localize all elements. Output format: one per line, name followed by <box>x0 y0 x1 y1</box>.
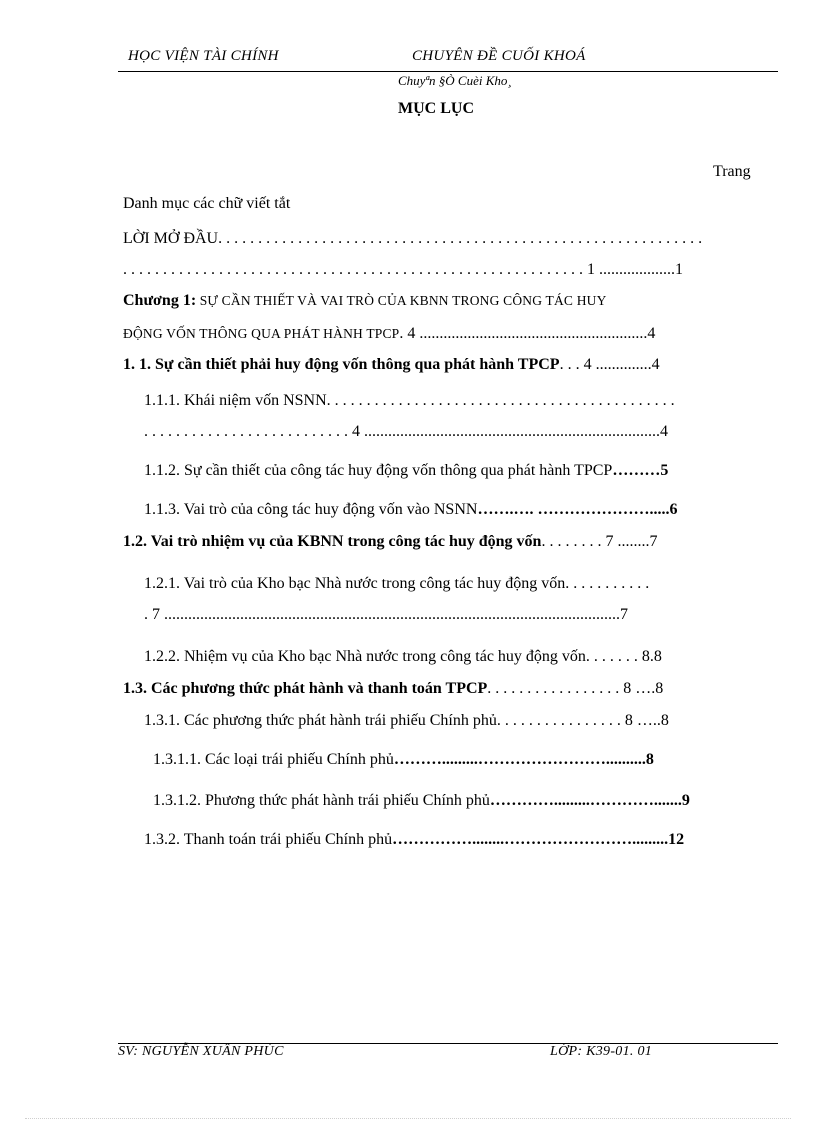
section-1-1-title: 1. 1. Sự cần thiết phải huy động vốn thông qua phát hành TPCP <box>123 356 560 373</box>
toc-section-1-2 <box>123 533 657 551</box>
toc-intro-line1: LỜI MỞ ĐẦU. . . . . . . . . . . . . . . . . . . . . . . . . . . . . . . . . . . . . . . . . . . . . . . . . . . . . . . . . . . . . <box>123 230 703 247</box>
page-edge-dots <box>25 1118 791 1119</box>
header-rule <box>118 71 778 72</box>
section-1-3-1-2-title: 1.3.1.2. Phương thức phát hành trái phiếu Chính phủ <box>153 792 490 809</box>
section-1-1-3-leader: …….…. ………………….....6 <box>477 501 678 518</box>
toc-section-1-1-1-line1: 1.1.1. Khái niệm vốn NSNN. . . . . . . . . . . . . . . . . . . . . . . . . . . . . . . . . . . . . . . . . . . . <box>144 392 675 409</box>
chapter1-title-part2: ĐỘNG VỐN THÔNG QUA PHÁT HÀNH TPCP <box>123 326 400 341</box>
header-school: HỌC VIỆN TÀI CHÍNH <box>128 48 279 64</box>
toc-chapter1-line1 <box>123 292 607 310</box>
section-1-3-1-1-leader: ……….........……………………..........8 <box>393 751 654 768</box>
section-1-3-1-2-leader: ………….........………….......9 <box>489 792 690 809</box>
toc-section-1-1-3 <box>144 501 677 519</box>
footer-class: LỚP: K39-01. 01 <box>550 1044 653 1059</box>
chapter1-label: Chương 1: <box>123 292 197 309</box>
trang-label: Trang <box>713 163 751 180</box>
toc-section-1-3-2 <box>144 831 684 849</box>
toc-chapter1-line2 <box>123 325 655 343</box>
section-1-3-2-title: 1.3.2. Thanh toán trái phiếu Chính phủ <box>144 831 393 848</box>
section-1-3-title: 1.3. Các phương thức phát hành và thanh toán TPCP <box>123 680 488 697</box>
header-garbled-text: Chuyªn §Ò Cuèi Kho¸ <box>398 73 512 88</box>
section-1-2-title: 1.2. Vai trò nhiệm vụ của KBNN trong công tác huy động vốn <box>123 533 542 550</box>
section-1-1-3-title: 1.1.3. Vai trò của công tác huy động vốn vào NSNN <box>144 501 478 518</box>
toc-intro-line2: . . . . . . . . . . . . . . . . . . . . . . . . . . . . . . . . . . . . . . . . . . . . . . . . . . . . . . . . . . 1 ...................1 <box>123 261 683 278</box>
section-1-2-leader: . . . . . . . . 7 ........7 <box>541 533 658 550</box>
footer-student: SV: NGUYỄN XUÂN PHÚC <box>118 1044 284 1059</box>
toc-abbreviations: Danh mục các chữ viết tắt <box>123 195 291 212</box>
section-1-1-leader: . . . 4 ..............4 <box>559 356 660 373</box>
toc-section-1-2-1-line2: . 7 ..................................................................................................................7 <box>144 606 628 623</box>
header-course: CHUYÊN ĐỀ CUỐI KHOÁ <box>412 48 586 64</box>
toc-section-1-2-1-line1: 1.2.1. Vai trò của Kho bạc Nhà nước trong công tác huy động vốn. . . . . . . . . . . <box>144 575 650 592</box>
section-1-3-1-1-title: 1.3.1.1. Các loại trái phiếu Chính phủ <box>153 751 394 768</box>
section-1-3-leader: . . . . . . . . . . . . . . . . . 8 ….8 <box>487 680 664 697</box>
toc-section-1-2-2: 1.2.2. Nhiệm vụ của Kho bạc Nhà nước trong công tác huy động vốn. . . . . . . 8.8 <box>144 648 662 665</box>
toc-section-1-3-1-2 <box>153 792 690 810</box>
toc-section-1-3-1-1 <box>153 751 654 769</box>
section-1-1-2-leader: ………5 <box>612 462 669 479</box>
toc-section-1-1 <box>123 356 660 374</box>
chapter1-leader: . 4 .........................................................4 <box>399 325 656 342</box>
toc-section-1-1-2 <box>144 462 668 480</box>
toc-section-1-3 <box>123 680 663 698</box>
section-1-3-2-leader: ……………........…………………….........12 <box>392 831 685 848</box>
chapter1-title-part1: SỰ CẦN THIẾT VÀ VAI TRÒ CỦA KBNN TRONG CÔNG TÁC HUY <box>196 293 607 308</box>
section-1-1-2-title: 1.1.2. Sự cần thiết của công tác huy động vốn thông qua phát hành TPCP <box>144 462 613 479</box>
toc-section-1-3-1: 1.3.1. Các phương thức phát hành trái phiếu Chính phủ. . . . . . . . . . . . . . . . 8 …..8 <box>144 712 669 729</box>
toc-section-1-1-1-line2: . . . . . . . . . . . . . . . . . . . . . . . . . . 4 ..........................................................................4 <box>144 423 668 440</box>
page-title: MỤC LỤC <box>398 100 474 117</box>
